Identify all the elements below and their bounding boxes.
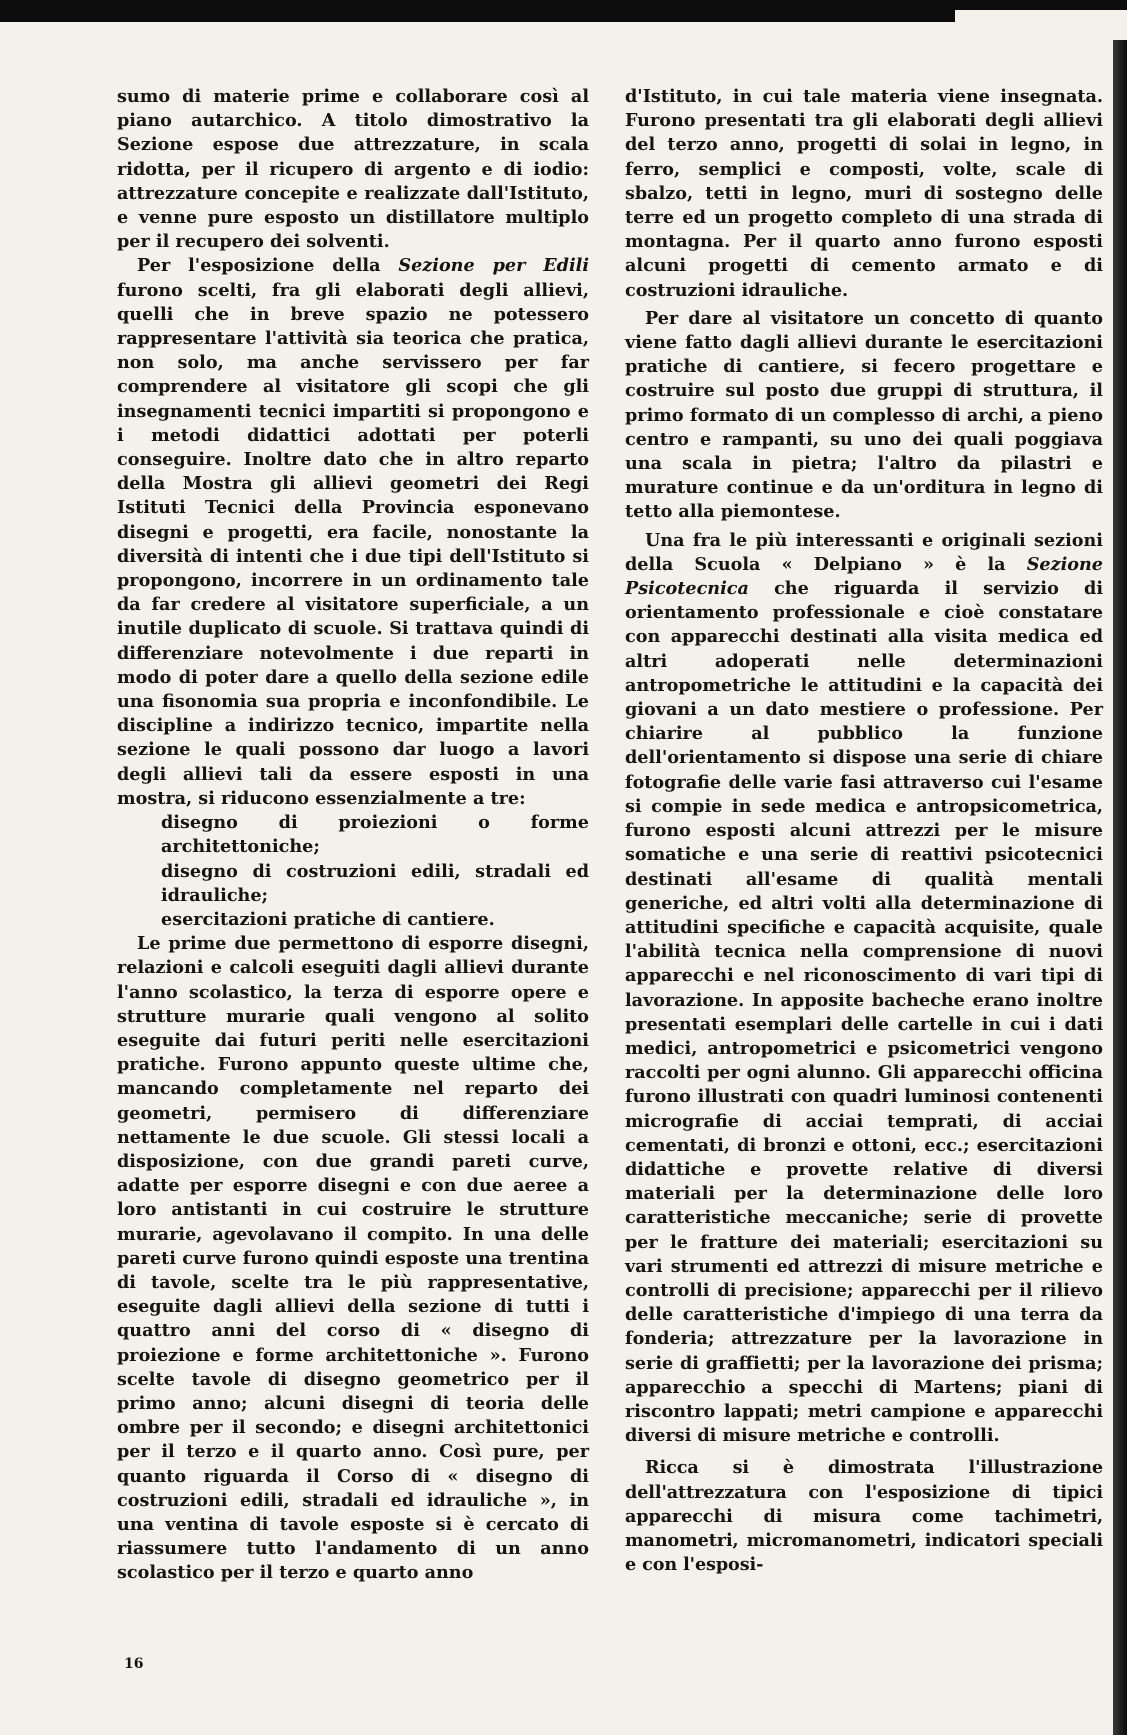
left-paragraph-2 [117, 254, 589, 811]
right-paragraph-3-start: Una fra le più interessanti e originali sezioni della Scuola « Delpiano » è la [625, 529, 1103, 575]
left-paragraph-3: Le prime due permettono di esporre disegni, relazioni e calcoli eseguiti dagli allievi durante l'anno scolastico, la terza di esporre opere e strutture murarie quali vengono al solito eseguite dai futuri periti nelle esercitazioni pratiche. Furono appunto queste ultime che, mancando completamente nel reparto dei geometri, permisero di differenziare nettamente le due scuole. Gli stessi locali a disposizione, con due grandi pareti curve, adatte per esporre disegni e con due aeree a loro antistanti in cui costruire le strutture murarie, agevolavano il compito. In una delle pareti curve furono quindi esposte una trentina di tavole, scelte tra le più rappresentative, eseguite dagli allievi della sezione di tutti i quattro anni del corso di « disegno di proiezione e forme architettoniche ». Furono scelte tavole di disegno geometrico per il primo anno; alcuni disegni di teoria delle ombre per il secondo; e disegni architettonici per il terzo e il quarto anno. Così pure, per quanto riguarda il Corso di « disegno di costruzioni edili, stradali ed idrauliche », in una ventina di tavole esposte si è cercato di riassumere tutto l'andamento di un anno scolastico per il terzo e quarto anno [117, 933, 589, 1584]
sezione-psicotecnica-title: Sezione Psicotecnica [625, 553, 1103, 600]
left-paragraph-1: sumo di materie prime e collaborare così al piano autarchico. A titolo dimostrativo la Sezione espose due attrezzature, in scala ridotta, per il ricupero di argento e di iodio: attrezzature concepite e realizzate dall'Istituto, e venne pure esposto un distillatore multiplo per il recupero dei solventi. [117, 86, 589, 253]
right-paragraph-1: d'Istituto, in cui tale materia viene insegnata. Furono presentati tra gli elaborati degli allievi del terzo anno, progetti di solai in legno, in ferro, semplici e composti, volte, scale di sbalzo, tetti in legno, muri di sostegno delle terre ed un progetto completo di una strada di montagna. Per il quarto anno furono esposti alcuni progetti di cemento armato e di costruzioni idrauliche. [625, 86, 1103, 301]
left-column [117, 85, 589, 1586]
list-item-2: disegno di costruzioni edili, stradali ed idrauliche; [161, 860, 589, 906]
right-column [625, 85, 1103, 1577]
left-paragraph-2-start: Per l'esposizione della [137, 255, 399, 277]
list-item-1: disegno di proiezioni o forme architettoniche; [161, 812, 589, 858]
list-item-3: esercitazioni pratiche di cantiere. [161, 908, 495, 930]
scan-border-top-right [955, 0, 1127, 10]
page-number: 16 [124, 1656, 144, 1672]
left-paragraph-2-body: furono scelti, fra gli elaborati degli allievi, quelli che in breve spazio ne potessero rappresentare l'attività sia teorica che pratica, non solo, ma anche servissero per far comprendere al visitatore gli scopi che gli insegnamenti tecnici impartiti si propongono e i metodi didattici adottati per poterli conseguire. Inoltre dato che in altro reparto della Mostra gli allievi geometri dei Regi Istituti Tecnici della Provincia esponevano disegni e progetti, era facile, nonostante la diversità di intenti che i due tipi dell'Istituto si propongono, incorrere in un ordinamento tale da far credere al visitatore superficiale, a un inutile duplicato di scuole. Si trattava quindi di differenziare notevolmente i due reparti in modo di poter dare a quello della sezione edile una fisonomia sua propria e inconfondibile. Le discipline a indirizzo tecnico, impartite nella sezione le quali possono dar luogo a lavori degli allievi tali da essere esposti in una mostra, si riducono essenzialmente a tre: [117, 279, 589, 809]
right-paragraph-2: Per dare al visitatore un concetto di quanto viene fatto dagli allievi durante le esercitazioni pratiche di cantiere, si fecero progettare e costruire sul posto due gruppi di struttura, il primo formato di un complesso di archi, a pieno centro e rampanti, su uno dei quali poggiava una scala in pietra; l'altro da pilastri e murature continue e da un'orditura in legno di tetto alla piemontese. [625, 307, 1103, 523]
scan-border-top [0, 0, 955, 22]
right-paragraph-3 [625, 529, 1103, 1449]
right-paragraph-4: Ricca si è dimostrata l'illustrazione dell'attrezzatura con l'esposizione di tipici apparecchi di misura come tachimetri, manometri, micromanometri, indicatori speciali e con l'esposi- [625, 1457, 1103, 1576]
sezione-edili-title: Sezione per Edili [398, 255, 589, 277]
scan-border-right [1113, 40, 1127, 1735]
right-paragraph-3-body: che riguarda il servizio di orientamento professionale e cioè constatare con apparecchi destinati alla visita medica ed altri adoperati nelle determinazioni antropometriche le attitudini e la capacità dei giovani a un dato mestiere o professione. Per chiarire al pubblico la funzione dell'orientamento si dispose una serie di chiare fotografie delle varie fasi attraverso cui l'esame si compie in sede medica e antropsicometrica, furono esposti alcuni attrezzi per le misure somatiche e una serie di reattivi psicotecnici destinati all'esame di qualità mentali generiche, ed altri volti alla determinazione di attitudini specifiche e capacità acquisite, quale l'abilità tecnica nella comprensione di nuovi apparecchi e nel riconoscimento di vari tipi di lavorazione. In apposite bacheche erano inoltre presentati esemplari delle cartelle in cui i dati medici, antropometrici e psicometrici vengono raccolti per ogni alunno. Gli apparecchi officina furono illustrati con quadri luminosi contenenti micrografie di acciai temprati, di acciai cementati, di bronzi e ottoni, ecc.; esercitazioni didattiche e provette relative di diversi materiali per la determinazione delle loro caratteristiche meccaniche; serie di provette per le fratture dei materiali; esercitazioni su vari strumenti ed attrezzi di misure metriche e controlli di precisione; apparecchi per il rilievo delle caratteristiche d'impiego di una terra da fonderia; attrezzature per la lavorazione in serie di graffietti; per la lavorazione dei prisma; apparecchio a specchi di Martens; piani di riscontro lappati; metri campione e apparecchi diversi di misure metriche e controlli. [625, 578, 1103, 1447]
